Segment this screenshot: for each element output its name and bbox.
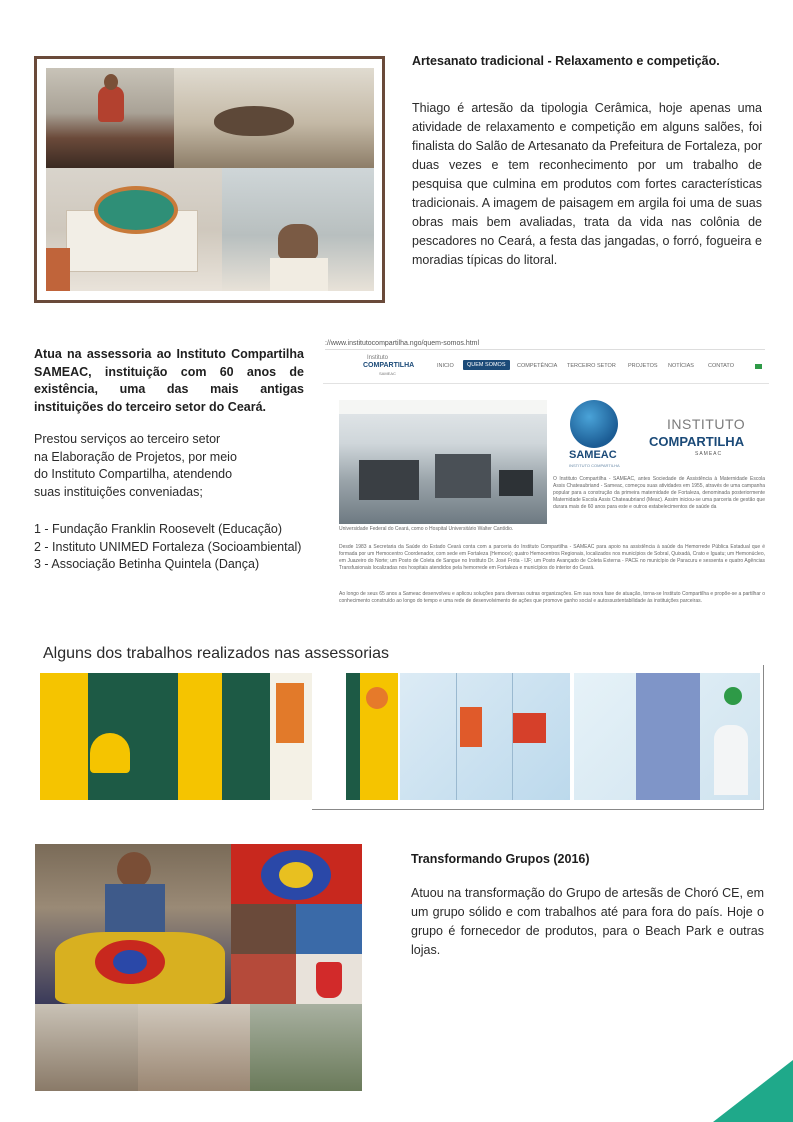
section1-title: Artesanato tradicional - Relaxamento e competição. [412, 54, 720, 68]
section1-paragraph: Thiago é artesão da tipologia Cerâmica, hoje apenas uma atividade de relaxamento e competição em alguns salões, foi finalista do Salão de Artesanato da Prefeitura de Fortaleza, por duas vezes e tem reconhecimento por um trabalho de pesquisa que culmina em produtos com fortes características tradicionais. A imagem de paisagem em argila foi uma de suas obras mais bem avaliadas, trata da vida nas colônia de pescadores no Ceará, a festa das jangadas, o forró, fogueira e moradias típicas do litoral. [412, 101, 762, 267]
list-item: 2 - Instituto UNIMED Fortaleza (Socioambiental) [34, 539, 302, 554]
section4-title: Transformando Grupos (2016) [411, 852, 590, 866]
office-photo [339, 400, 547, 524]
site-text-block-3: Ao longo de seus 65 anos a Sameac desenvolveu e aplicou soluções para diversas outras organizações. Em sua nova fase de atuação, torna-se Instituto Compartilha e propõe-se a partilhar o conhecimento construído ao longo do tempo e uma rede de desenvolvimento de ações que promove ganho social e autossustentabilidade às instituições parceiras. [339, 591, 765, 604]
brochure-blue-map [400, 673, 570, 800]
intro-line: do Instituto Compartilha, atendendo [34, 467, 233, 481]
red-basket-photo [296, 954, 362, 1004]
section2-heading: Atua na assessoria ao Instituto Compartilha SAMEAC, instituição com 60 anos de existência, uma das mais antigas instituições do terceiro setor do Ceará. [34, 347, 304, 414]
website-screenshot [323, 336, 769, 626]
nav-item-inicio[interactable]: INICIO [437, 363, 454, 369]
exhibition-plate-photo [46, 168, 222, 291]
logo-name-text: COMPARTILHA [363, 362, 415, 369]
brochures-strip [36, 665, 766, 810]
sameac-logo-circle [570, 400, 618, 448]
institutions-list [34, 521, 324, 574]
list-item: 3 - Associação Betinha Quintela (Dança) [34, 557, 260, 571]
intro-line: na Elaboração de Projetos, por meio [34, 449, 237, 464]
sameac-logo-sub: INSTITUTO COMPARTILHA [569, 463, 620, 468]
artisan-photo-frame [34, 56, 385, 303]
artisan-group-collage [35, 844, 362, 1091]
quilt-closeup-photo [231, 844, 362, 904]
brochure-green-orange [346, 673, 398, 800]
workshop-photo-3 [250, 1004, 362, 1091]
nav-item-contato[interactable]: CONTATO [708, 363, 734, 369]
site-text-block-1: O Instituto Compartilha - SAMEAC, antes Sociedade de Assistência à Maternidade Escola Assis Chateaubriand - Sameac, começou suas atividades em 1955, através de uma campanha popular para a construção da primeira maternidade de Fortaleza, denominada posteriormente Maternidade Escola Assis Chateaubriand (Meac). Assim iniciou-se uma parceria de gestão que durara mais de 60 anos para este e outros estabelecimentos de saúde da [553, 476, 765, 510]
intro-line: suas instituições conveniadas; [34, 484, 203, 499]
man-with-quilt-photo [35, 844, 231, 1004]
nav-item-competencia[interactable]: COMPETÊNCIA [517, 363, 558, 369]
ceramic-bowl-photo [174, 68, 374, 168]
artisan-at-work-photo [46, 68, 174, 168]
site-text-block-1b: Universidade Federal do Ceará, como o Hospital Universitário Walter Cantídio. [339, 526, 514, 532]
logo-top-text: Instituto [367, 355, 389, 361]
section4-paragraph: Atuou na transformação do Grupo de artesãs de Choró CE, em um grupo sólido e com trabalhos até para fora do país. Hoje o grupo é fornecedor de produtos, para o Beach Park e outras lojas. [411, 886, 764, 957]
products-photo-3 [231, 954, 296, 1004]
compartilha-logo-label: COMPARTILHA [649, 434, 745, 449]
products-photo-2 [296, 904, 362, 954]
nav-item-noticias[interactable]: NOTÍCIAS [668, 363, 694, 369]
workshop-photo-1 [35, 1004, 138, 1091]
section3-title: Alguns dos trabalhos realizados nas assessorias [43, 645, 389, 662]
corner-accent-triangle [713, 1060, 793, 1122]
instituto-logo-sub: SAMEAC [695, 451, 723, 457]
site-text-block-2: Desde 1983 a Secretaria da Saúde do Estado Ceará conta com a parceria do Instituto Compartilha - SAMEAC para apoio na assistência à saúde da Hemorrede Pública Estadual que é formada por um Hemocentro Coordenador, com sede em Fortaleza (Hemoce); quatro Hemocentros Regionais, localizados nos municípios de Sobral, Quixadá, Crato e Iguatu; um Hemonúcleo, em Juazeiro do Norte; um Posto de Coleta de Sangue no Instituto Dr. José Frota - IJF; um Posto Avançado de Coleta Externa - PACE no município de Paracuru e sessenta e quatro Agências Transfusionais localizadas nos hospitais atendidos pela hemorrede em Fortaleza e municípios do interior do Ceará. [339, 544, 765, 571]
address-bar-url: ://www.institutocompartilha.ngo/quem-somos.html [325, 340, 765, 350]
site-logo [353, 355, 433, 379]
brochure-health [574, 673, 760, 800]
nav-item-projetos[interactable]: PROJETOS [628, 363, 658, 369]
instituto-logo-label: INSTITUTO [667, 416, 746, 432]
brazil-flag-icon[interactable] [755, 364, 762, 369]
intro-line: Prestou serviços ao terceiro setor [34, 432, 221, 446]
section2-intro [34, 431, 314, 501]
nav-item-terceiro-setor[interactable]: TERCEIRO SETOR [567, 363, 616, 369]
list-item: 1 - Fundação Franklin Roosevelt (Educação) [34, 522, 283, 536]
logo-sub-text: SAMEAC [379, 371, 396, 376]
products-photo-1 [231, 904, 296, 954]
nav-item-quem-somos[interactable]: QUEM SOMOS [463, 360, 510, 370]
sameac-logo-label: SAMEAC [569, 449, 617, 461]
gallery-pot-photo [222, 168, 374, 291]
artisan-collage [46, 68, 374, 291]
brochure-yellow-green [40, 673, 312, 800]
workshop-photo-2 [138, 1004, 250, 1091]
